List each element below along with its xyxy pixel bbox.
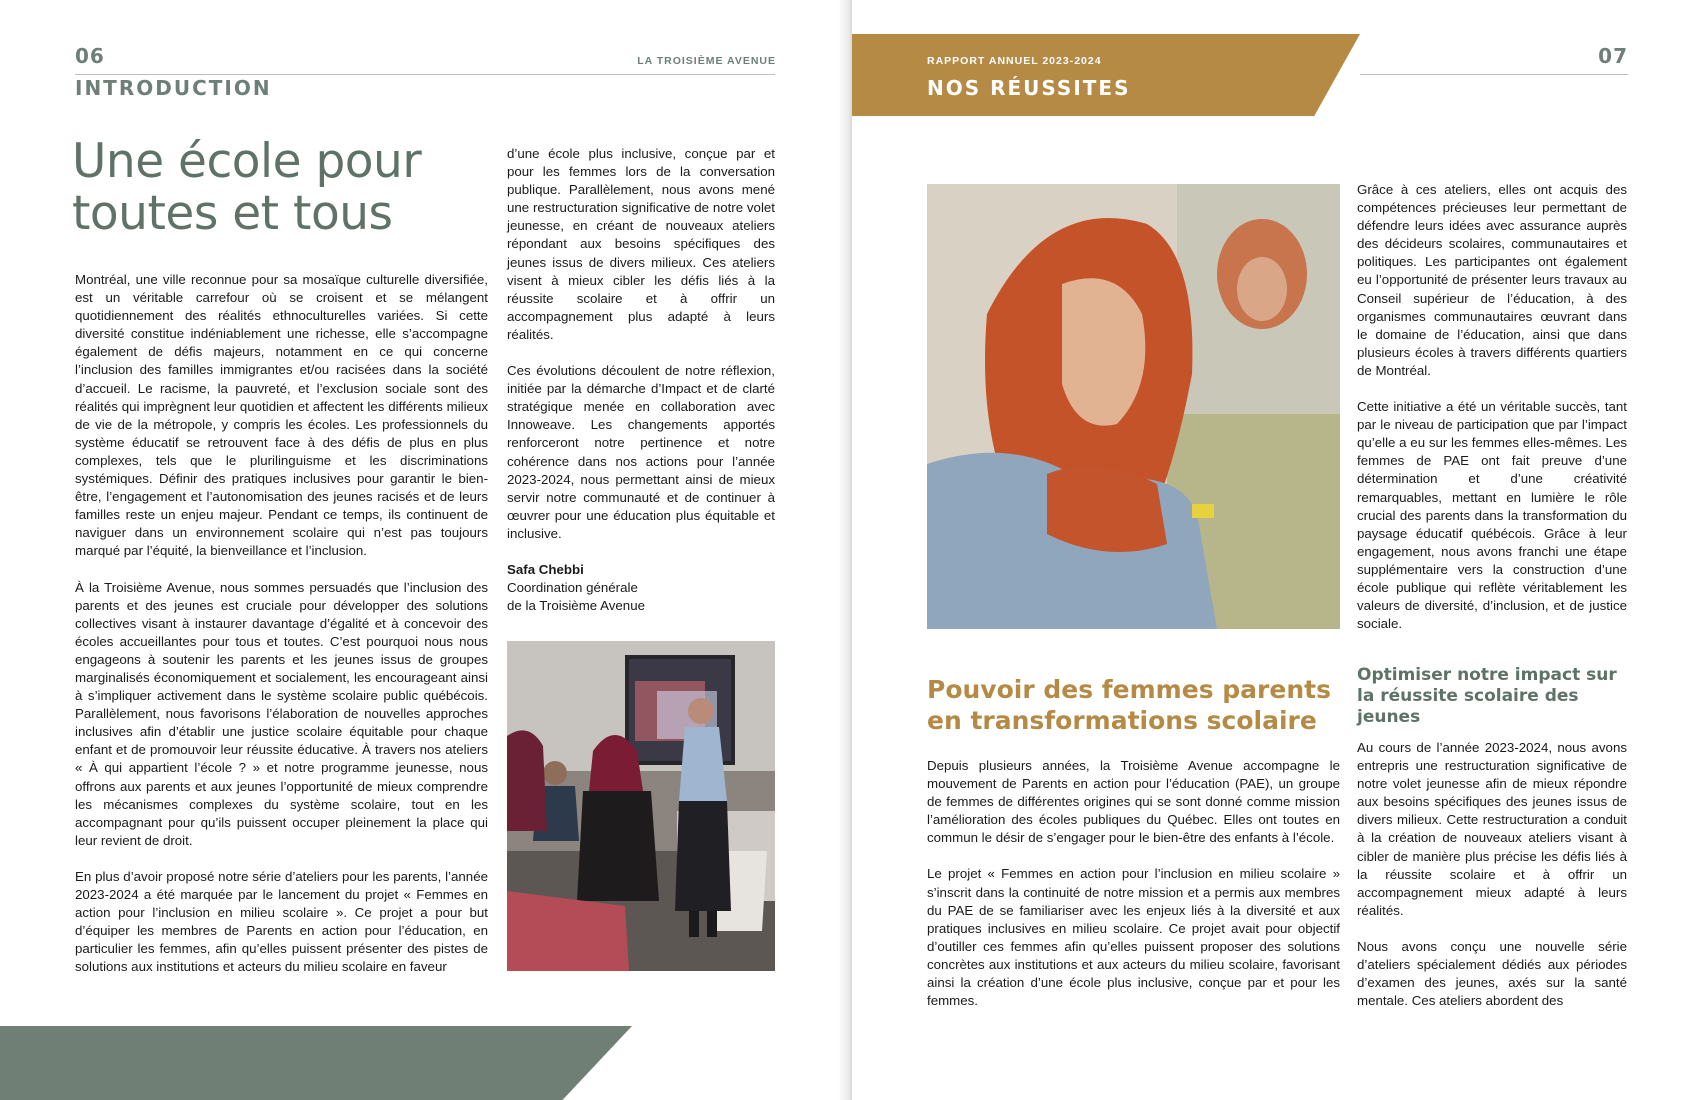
header-rule <box>1360 74 1628 75</box>
body-column-right-left <box>927 757 1340 1028</box>
paragraph: Au cours de l’année 2023-2024, nous avons entrepris une restructuration significative de notre volet jeunesse afin de mieux répondre aux besoins spécifiques des jeunes issus de divers milieux. Cette restructuration a conduit à la création de nouveaux ateliers visant à cibler de manière plus précise les défis liés à la réussite scolaire et à offrir un accompagnement mieux adapté à leurs réalités. <box>1357 740 1627 918</box>
article-heading: Pouvoir des femmes parents en transformations scolaire <box>927 675 1331 735</box>
body-column-right-top <box>1357 181 1627 651</box>
side-heading: Optimiser notre impact sur la réussite scolaire des jeunes <box>1357 665 1617 727</box>
page-right <box>852 0 1700 1100</box>
paragraph: À la Troisième Avenue, nous sommes persuadés que l’inclusion des parents et des jeunes est cruciale pour développer des solutions collectives visant à instaurer davantage d’égalité et à concevoir des écoles accueillantes pour tous et toutes. C’est pourquoi nous nous engageons à soutenir les parents et les jeunes issus de groupes marginalisés économiquement et socialement, les encourageant ainsi à s’impliquer activement dans le système scolaire public québécois. Parallèlement, nous favorisons l’élaboration de nouvelles approches inclusives afin d’établir une justice scolaire équitable pour chaque enfant et de promouvoir leur réussite éducative. À travers nos ateliers « À qui appartient l’école ? » et notre programme jeunesse, nous offrons aux parents et aux jeunes l’opportunité de mieux comprendre les mécanismes complexes du système scolaire, tout en les accompagnant pour qu’ils puissent occuper pleinement la place qui leur revient de droit. <box>75 579 488 848</box>
paragraph: d’une école plus inclusive, conçue par et pour les femmes lors de la conversation publique. Parallèlement, nous avons mené une restructuration significative de notre volet jeunesse, en créant de nouveaux ateliers répondant aux besoins spécifiques des jeunes issus de divers milieux. Ces ateliers visent à mieux cibler les défis liés à la réussite scolaire et à offrir un accompagnement plus adapté à leurs réalités. <box>507 146 775 342</box>
paragraph: Montréal, une ville reconnue pour sa mosaïque culturelle diversifiée, est un véritable carrefour où se croisent et se mélangent quotidiennement des réalités ethnoculturelles variées. Si cette diversité constitue indéniablement une richesse, elle s’accompagne également de défis majeurs, notamment en ce qui concerne l’inclusion des familles immigrantes et/ou racisées dans la société d’accueil. Le racisme, la pauvreté, et l’exclusion sociale sont des réalités qui imprègnent leur quotidien et affectent les différents milieux de vie de la métropole, y compris les écoles. Les professionnels du système éducatif se retrouvent face à des défis de plus en plus complexes, tels que le plurilinguisme et les discriminations systémiques. Définir des pratiques inclusives pour garantir le bien-être, l’engagement et l’autonomisation des jeunes racisés et de leurs familles reste un enjeu majeur. Pendant ce temps, ils continuent de naviguer dans un environnement scolaire qui n’est pas toujours marqué par l’équité, la bienveillance et l’inclusion. <box>75 272 488 559</box>
body-column-right-bottom <box>1357 739 1627 1028</box>
signature-name: Safa Chebbi <box>507 561 584 577</box>
portrait-photo-illustration <box>927 184 1340 629</box>
signature-block <box>507 561 775 615</box>
workshop-photo <box>507 641 775 971</box>
paragraph: Cette initiative a été un véritable succès, tant par le niveau de participation que par l’impact qu’elle a eu sur les femmes elles-mêmes. Les femmes de PAE ont fait preuve d’une détermination et d’une créativité remarquables, mettant en lumière le rôle crucial des parents dans la transformation du paysage éducatif québécois. Grâce à leur engagement, nous avons franchi une étape supplémentaire vers la construction d’une école publique qui reflète véritablement les valeurs de diversité, d’inclusion, et de justice sociale. <box>1357 399 1627 632</box>
page-left <box>0 0 848 1100</box>
title-line-2: toutes et tous <box>72 186 393 241</box>
section-title: NOS RÉUSSITES <box>927 76 1131 100</box>
paragraph: Depuis plusieurs années, la Troisième Avenue accompagne le mouvement de Parents en action pour l’éducation (PAE), un groupe de femmes de différentes origines qui se sont donné comme mission l’amélioration des écoles publiques du Québec. Elles ont toutes en commun le désir de s’engager pour le bien-être des enfants à l’école. <box>927 758 1340 846</box>
title-line-1: Une école pour <box>72 134 422 189</box>
paragraph: En plus d’avoir proposé notre série d’ateliers pour les parents, l’année 2023-2024 a été marquée par le lancement du projet « Femmes en action pour l’inclusion en milieu scolaire ». Ce projet a pour but d’équiper les membres de Parents en action pour l’éducation, en particulier les femmes, afin qu’elles puissent présenter des pistes de solutions aux institutions et acteurs du milieu scolaire en faveur <box>75 868 488 975</box>
page-number: 07 <box>1598 44 1628 68</box>
paragraph: Ces évolutions découlent de notre réflexion, initiée par la démarche d’Impact et de clarté stratégique menée en collaboration avec Innoweave. Les changements apportés renforceront notre pertinence et notre cohérence dans nos actions pour l’année 2023-2024, nous permettant ainsi de mieux servir notre communauté et de continuer à œuvrer pour une éducation plus équitable et inclusive. <box>507 363 775 541</box>
portrait-photo <box>927 184 1340 629</box>
paragraph: Nous avons conçu une nouvelle série d’ateliers spécialement dédiés aux périodes d’examen des jeunes, axés sur la santé mentale. Ces ateliers abordent des <box>1357 938 1627 1009</box>
signature-role-2: de la Troisième Avenue <box>507 598 645 614</box>
paragraph: Le projet « Femmes en action pour l’inclusion en milieu scolaire » s’inscrit dans la continuité de notre mission et a permis aux membres du PAE de se familiariser avec les enjeux liés à la diversité et aux pratiques inclusives en milieu scolaire. Ce projet avait pour objectif d’outiller ces femmes afin qu’elles puissent proposer des solutions concrètes aux institutions et aux acteurs du milieu scolaire, favorisant ainsi la création d’une école plus inclusive, conçue par et pour les femmes. <box>927 866 1340 1009</box>
workshop-photo-illustration <box>507 641 775 971</box>
header-rule <box>75 74 775 75</box>
page-number: 06 <box>75 44 105 68</box>
banner-subtitle: RAPPORT ANNUEL 2023-2024 <box>927 55 1102 67</box>
paragraph: Grâce à ces ateliers, elles ont acquis des compétences précieuses leur permettant de défendre leurs idées avec assurance auprès des décideurs scolaires, communautaires et politiques. Les participantes ont également eu l’opportunité de présenter leurs travaux au Conseil supérieur de l’éducation, à des organismes communautaires œuvrant dans le domaine de l’éducation, ainsi que dans plusieurs écoles à travers différents quartiers de Montréal. <box>1357 182 1627 378</box>
body-column-1 <box>75 271 488 994</box>
body-column-2 <box>507 145 775 615</box>
page-title <box>72 136 421 240</box>
signature-role: Coordination générale <box>507 580 638 596</box>
decorative-band <box>0 1026 632 1100</box>
section-banner <box>852 34 1360 116</box>
section-title: INTRODUCTION <box>75 76 272 100</box>
running-head: LA TROISIÈME AVENUE <box>637 55 776 67</box>
